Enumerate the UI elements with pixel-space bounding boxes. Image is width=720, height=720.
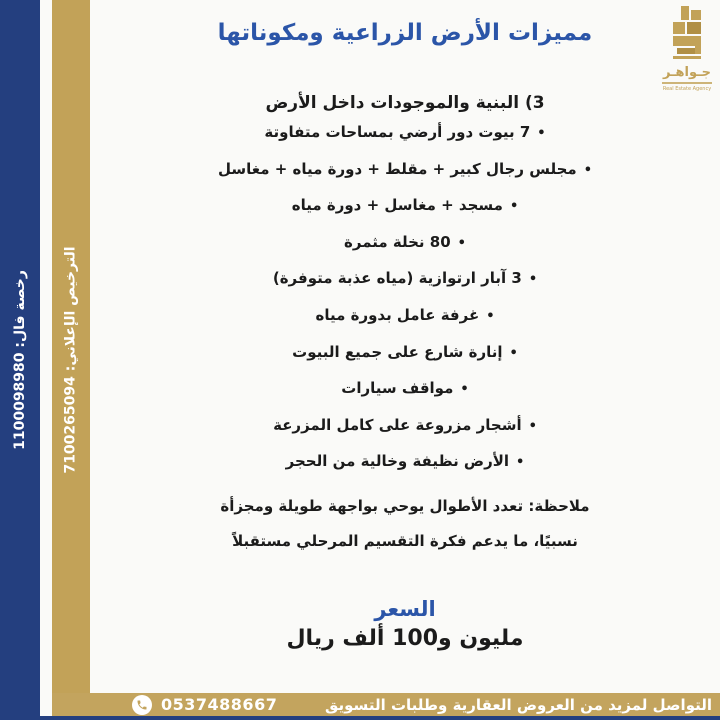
bullet-icon: • [460,382,469,398]
list-item [90,115,720,152]
list-item-text: الأرض نظيفة وخالية من الحجر [285,452,510,471]
ad-license-strip [52,0,90,720]
features-list [90,115,720,481]
list-item [90,261,720,298]
list-item-text: غرفة عامل بدورة مياه [315,305,480,324]
contact-bar [52,693,720,716]
price-value: مليون و100 ألف ريال [286,625,524,651]
bullet-icon: • [537,126,546,141]
list-item-text: أشجار مزروعة على كامل المزرعة [273,415,522,434]
list-item [90,444,720,481]
list-item [90,371,720,408]
main-content [90,0,720,655]
list-item-text: إنارة شارع على جميع البيوت [292,342,503,361]
bullet-icon: • [457,235,466,251]
logo-tagline: Real Estate Agency [662,86,712,92]
bullet-icon: • [516,455,525,471]
list-item [90,225,720,262]
list-item [90,335,720,372]
bullet-icon: • [509,345,518,361]
price-label: السعر [374,596,436,621]
fal-license-strip [0,0,40,720]
phone-icon [132,695,152,715]
list-item-text: مجلس رجال كبير + مقلط + دورة مياه + مغاسل [217,159,577,178]
list-item [90,408,720,445]
phone-group [132,695,277,715]
ad-license-text: الترخيص الإعلاني: 7100265094 [63,246,79,474]
note [90,489,720,559]
bullet-icon: • [528,272,538,288]
fal-license-text: رخصة فال: 1100098980 [12,270,28,450]
bullet-icon: • [486,308,495,324]
bullet-icon: • [583,162,593,178]
list-item [90,188,720,225]
bullet-icon: • [528,418,537,434]
note-line: ملاحظة: تعدد الأطوال يوحي بواجهة طويلة ومجزأة [220,496,590,515]
list-item-text: مسجد + مغاسل + دورة مياه [291,196,503,215]
list-item [90,152,720,189]
list-item-text: 80 نخلة مثمرة [344,232,451,251]
bullet-icon: • [509,199,519,215]
logo-brand-name: جـواهـر [663,65,711,80]
list-item-text: 3 آبار ارتوازية (مياه عذبة متوفرة) [272,269,522,288]
phone-number: 0537488667 [161,695,278,714]
list-item-text: 7 بيوت دور أرضي بمساحات متفاوتة [264,123,531,141]
contact-message: التواصل لمزيد من العروض العقارية وطلبات التسويق [325,695,712,714]
list-item [90,298,720,335]
section-heading: 3) البنية والموجودات داخل الأرض [265,93,545,113]
note-line: نسبيًا، ما يدعم فكرة التقسيم المرحلي مستقبلاً [232,531,578,550]
list-item-text: مواقف سيارات [341,379,454,398]
page-title: مميزات الأرض الزراعية ومكوناتها [217,20,593,46]
bottom-border [40,716,720,720]
